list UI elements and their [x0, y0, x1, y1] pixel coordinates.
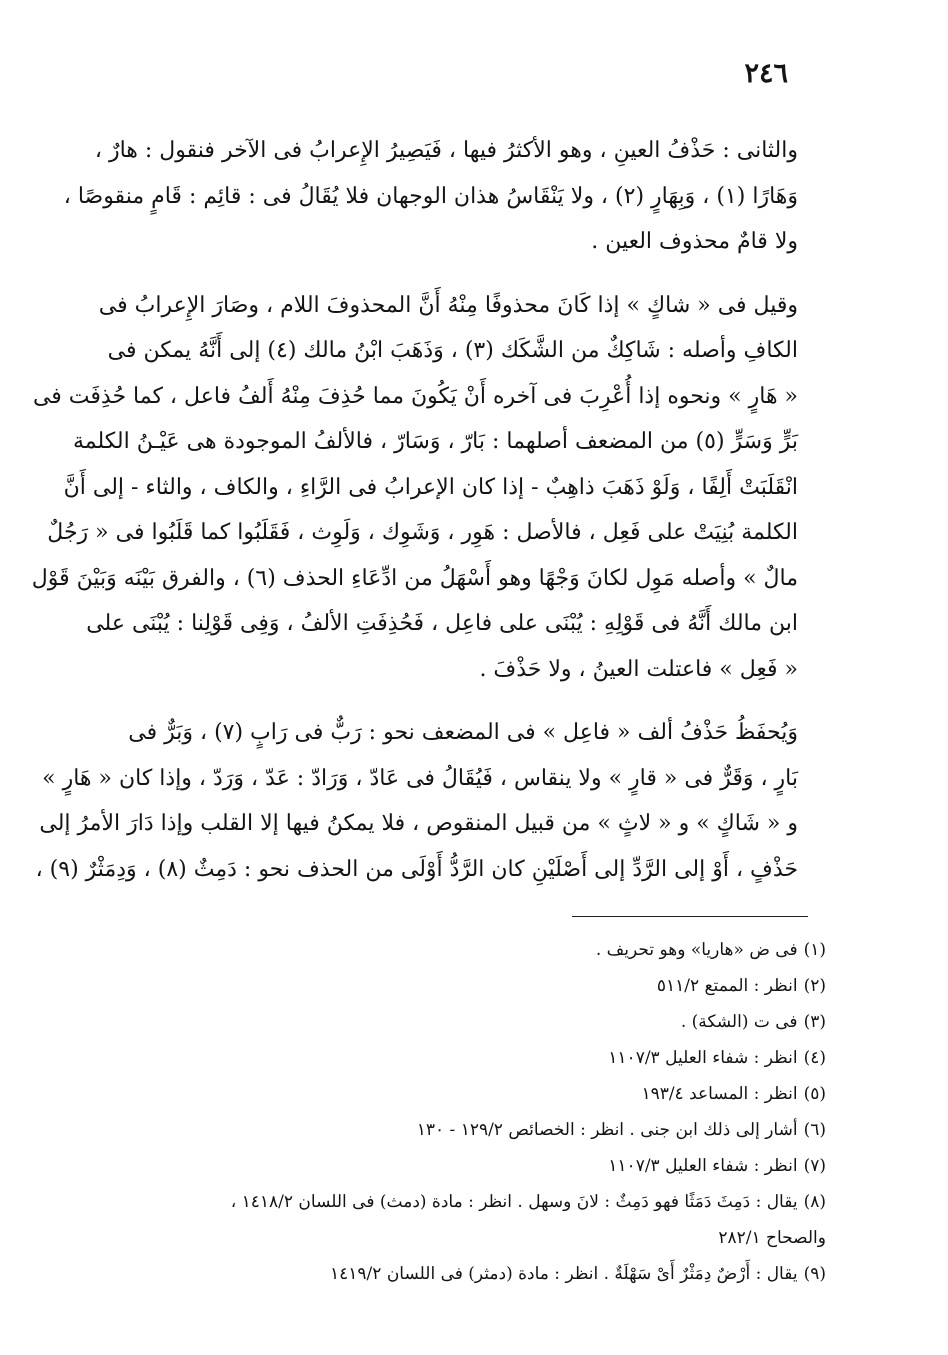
footnote-number: (٩)	[803, 1264, 826, 1284]
footnote-text: أشار إلى ذلك ابن جنى . انظر : الخصائص ١٢٩/٢ - ١٣٠	[416, 1120, 798, 1140]
text-line: « هَارٍ » ونحوه إذا أُعْرِبَ فى آخره أَنْ يَكُونَ مما حُذِفَ مِنْهُ أَلفُ فاعل ، كما حُذِفَت فى	[32, 383, 798, 409]
footnote-6	[100, 1112, 826, 1148]
footnote-number: (٨)	[803, 1192, 826, 1212]
footnote-number: (١)	[803, 940, 826, 960]
footnote-number: (٦)	[803, 1120, 826, 1140]
footnote-5	[100, 1076, 826, 1112]
paragraph-3	[35, 710, 826, 892]
paragraph-2	[31, 283, 826, 693]
text-line: بَارٍ ، وَقَرٌّ فى « قارٍ » ولا ينقاس ، فَيُقَالُ فى عَادّ ، وَرَادّ : عَدّ ، وَرَدّ ، وإذا كان « هَارٍ »	[42, 765, 798, 791]
footnote-text: انظر : المساعد ١٩٣/٤	[641, 1084, 798, 1104]
footnote-text: فى ت (الشكة) .	[680, 1012, 798, 1032]
paragraph-1	[63, 128, 826, 265]
text-line: وَيُحفَظُ حَذْفُ ألف « فاعِل » فى المضعف نحو : رَبٌّ فى رَابٍ (٧) ، وَبَرٌّ فى	[128, 720, 798, 745]
footnote-number: (٢)	[803, 976, 826, 996]
text-line: الكلمة بُنِيَتْ على فَعِل ، فالأصل : هَوِر ، وَشَوِك ، وَلَوِث ، فَقَلَبُوا كما قَلَبُوا فى « رَجُلٌ	[47, 520, 798, 545]
footnote-number: (٤)	[803, 1048, 826, 1068]
text-line: وَهَارًا (١) ، وَبِهَارٍ (٢) ، ولا يَنْقَاسُ هذان الوجهان فلا يُقَالُ فى : قائِم : قَامٍ منقوصًا ،	[63, 183, 798, 209]
footnote-text: فى ض «هاريا» وهو تحريف .	[595, 940, 798, 960]
page-number: ٢٤٦	[744, 58, 788, 89]
text-line: بَرٍّ وَسَرٍّ (٥) من المضعف أصلهما : بَارّ ، وَسَارّ ، فالألفُ الموجودة هى عَيْـنُ الكلمة	[72, 429, 798, 454]
footnote-9	[100, 1256, 826, 1292]
text-line: و « شَاكٍ » و « لاثٍ » من قبيل المنقوص ، فلا يمكنُ فيها إلا القلب وإذا دَارَ الأمرُ إلى	[39, 811, 798, 836]
footnote-divider	[572, 916, 808, 917]
text-line: وقيل فى « شاكٍ » إذا كَانَ محذوفًا مِنْهُ أَنَّ المحذوفَ اللام ، وصَارَ الإِعرابُ فى	[98, 292, 798, 318]
footnote-text: انظر : الممتع ٥١١/٢	[656, 976, 798, 996]
footnote-text: انظر : شفاء العليل ١١٠٧/٣	[608, 1048, 798, 1068]
text-line: الكافِ وأصله : شَاكِكٌ من الشَّكَك (٣) ، وَذَهَبَ ابْنُ مالك (٤) إلى أَنَّهُ يمكن فى	[107, 338, 798, 363]
text-line: « فَعِل » فاعتلت العينُ ، ولا حَذْفَ .	[479, 656, 798, 682]
text-line: مالٌ » وأصله مَوِل لكانَ وَجْهًا وهو أَسْهَلُ من ادِّعَاءِ الحذف (٦) ، والفرق بَيْنَه وَبَيْنَ قَوْل	[31, 565, 798, 591]
text-line: حَذْفٍ ، أَوْ إلى الرَّدِّ إلى أَصْلَيْنِ كان الرَّدُّ أَوْلَى من الحذف نحو : دَمِثٌ (٨) ، وَدِمَثْرٌ (٩) ،	[35, 856, 798, 882]
footnote-number: (٧)	[803, 1156, 826, 1176]
footnote-8-continuation	[100, 1220, 826, 1256]
footnote-text: يقال : أَرْضٌ دِمَثْرٌ أَىْ سَهْلَةٌ . انظر : مادة (دمثر) فى اللسان ١٤١٩/٢	[330, 1264, 798, 1284]
footnote-number: (٣)	[803, 1012, 826, 1032]
footnote-text: انظر : شفاء العليل ١١٠٧/٣	[608, 1156, 798, 1176]
footnote-8	[100, 1184, 826, 1220]
text-line: ابن مالك أَنَّهُ فى قَوْلِهِ : يُبْنَى على فاعِل ، فَحُذِفَتِ الألفُ ، وَفِى قَوْلِنا : يُبْنَى على	[86, 611, 798, 636]
footnote-1	[100, 932, 826, 968]
footnotes	[100, 932, 826, 1292]
footnote-number: (٥)	[803, 1084, 826, 1104]
text-line: والثانى : حَذْفُ العينِ ، وهو الأكثرُ فيها ، فَيَصِيرُ الإِعرابُ فى الآخر فنقول : هارٌ ،	[94, 138, 798, 163]
text-line: ولا قامٌ محذوف العين .	[591, 229, 798, 254]
main-text	[31, 128, 826, 910]
footnote-3	[100, 1004, 826, 1040]
footnote-7	[100, 1148, 826, 1184]
footnote-2	[100, 968, 826, 1004]
footnote-text: يقال : دَمِثَ دَمَثًا فهو دَمِثٌ : لانَ وسهل . انظر : مادة (دمث) فى اللسان ١٤١٨/٢ ،	[230, 1192, 798, 1212]
footnote-text: والصحاح ٢٨٢/١	[718, 1228, 826, 1248]
footnote-4	[100, 1040, 826, 1076]
text-line: انْقَلَبَتْ أَلِفًا ، وَلَوْ ذَهَبَ ذاهِبٌ - إذا كان الإعرابُ فى الرَّاءِ ، والكاف ، والثاء - إلى أَنَّ	[63, 474, 798, 500]
